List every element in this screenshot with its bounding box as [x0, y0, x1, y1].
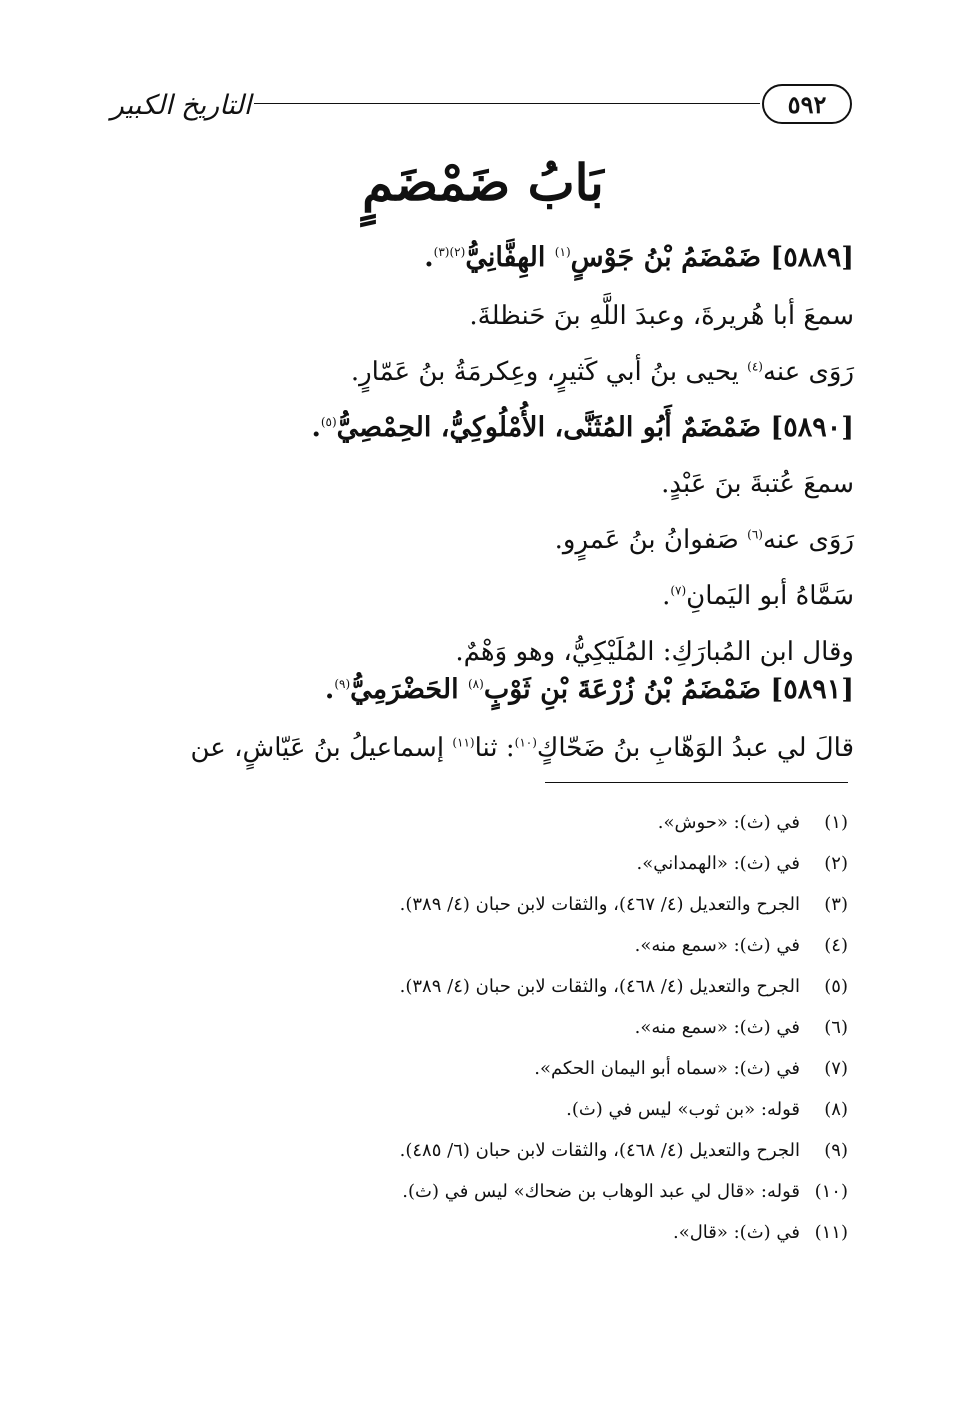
footnote-number: (٤) — [824, 935, 848, 956]
footnote-number: (٩) — [824, 1140, 848, 1161]
entry-name: ضَمْضَمُ بْنُ زُرْعَةَ بْنِ ثَوْبٍ — [483, 674, 762, 705]
footnote-ref: (١٠) — [514, 735, 537, 750]
footnote-text: قوله: «قال لي عبد الوهاب بن ضحاك» ليس في (ث). — [402, 1181, 800, 1202]
line-text: رَوَى عنه — [762, 525, 854, 555]
page-number: ٥٩٢ — [762, 84, 852, 124]
line-text: يحيى بنُ أبي كَثيرٍ، وعِكرمَةُ بنُ عَمّارٍ. — [350, 357, 748, 387]
line-text: إسماعيلُ بنُ عَيّاشٍ، عن — [190, 733, 453, 763]
footnote-number: (٢) — [824, 853, 848, 874]
footnote-separator — [545, 782, 848, 783]
footnote-number: (١٠) — [814, 1181, 848, 1202]
line-text: سَمَّاهُ أبو اليَمانِ — [686, 581, 854, 611]
footnote-ref: (٦) — [747, 527, 763, 542]
line-text: سمعَ أبا هُريرةَ، وعبدَ اللَّهِ بنَ حَنظلةَ. — [469, 301, 854, 331]
footnote-ref: (٨) — [467, 677, 484, 691]
footnote-text: في (ث): «قال». — [672, 1222, 800, 1243]
entry-number: [٥٨٩١] — [770, 674, 854, 705]
footnote — [200, 806, 848, 840]
text-line — [112, 290, 854, 342]
footnote-ref: (٥) — [320, 415, 337, 429]
entry-5891 — [112, 664, 854, 716]
line-end: . — [311, 412, 321, 443]
footnote-text: في (ث): «سماه أبو اليمان الحكم». — [534, 1058, 800, 1079]
footnote-number: (١) — [824, 812, 848, 833]
footnote — [200, 1134, 848, 1168]
line-text: . — [662, 581, 671, 611]
text-line — [112, 570, 854, 622]
footnote-ref: (٢)(٣) — [433, 245, 466, 259]
footnote-number: (٦) — [824, 1017, 848, 1038]
footnote-text: الجرح والتعديل (٤/ ٤٦٧)، والثقات لابن حبان (٤/ ٣٨٩). — [399, 894, 800, 915]
line-text: رَوَى عنه — [762, 357, 854, 387]
line-end: . — [324, 674, 335, 705]
footnote-ref: (٧) — [670, 583, 687, 598]
line-text: قالَ لي عبدُ الوَهّابِ بنُ ضَحّاكٍ — [536, 733, 854, 763]
footnote — [200, 1011, 848, 1045]
footnote-text: قوله: «بن ثوب» ليس في (ث). — [566, 1099, 800, 1120]
footnote-number: (٧) — [824, 1058, 848, 1079]
line-text: : ثنا — [474, 733, 515, 763]
footnote-number: (٥) — [824, 976, 848, 997]
text-line — [112, 514, 854, 566]
footnote-ref: (٤) — [747, 359, 763, 374]
footnote-text: الجرح والتعديل (٤/ ٤٦٨)، والثقات لابن حبان (٦/ ٤٨٥). — [399, 1140, 800, 1161]
footnote-ref: (٩) — [334, 677, 351, 691]
footnote-number: (٣) — [824, 894, 848, 915]
entry-nisba: الحَضْرَمِيُّ — [350, 674, 468, 705]
footnote — [200, 1052, 848, 1086]
footnote-text: في (ث): «سمع منه». — [634, 1017, 800, 1038]
footnote — [200, 1175, 848, 1209]
footnote — [200, 1216, 848, 1250]
entry-number: [٥٨٨٩] — [770, 242, 854, 273]
entry-nisba: الهِفَّانِيُّ — [465, 242, 555, 273]
footnote — [200, 929, 848, 963]
entry-number: [٥٨٩٠] — [770, 412, 854, 443]
footnote-text: في (ث): «حوش». — [657, 812, 800, 833]
footnote — [200, 970, 848, 1004]
footnote — [200, 888, 848, 922]
footnote-ref: (١١) — [452, 735, 475, 750]
footnote-number: (٨) — [824, 1099, 848, 1120]
entry-name: ضَمْضَمُ بْنُ جَوْسٍ — [570, 242, 762, 273]
chapter-title: بَابُ ضَمْضَمٍ — [362, 153, 604, 212]
footnote-text: في (ث): «الهمداني». — [636, 853, 800, 874]
footnote — [200, 847, 848, 881]
line-text: سمعَ عُتبةَ بنَ عَبْدٍ. — [661, 469, 854, 499]
header-rule — [254, 103, 760, 104]
line-text: صَفوانُ بنُ عَمرٍو. — [554, 525, 748, 555]
line-end: . — [424, 242, 434, 273]
running-title: التاريخ الكبير — [110, 90, 252, 121]
text-line — [112, 722, 854, 774]
footnote-text: في (ث): «سمع منه». — [634, 935, 800, 956]
footnote-ref: (١) — [554, 245, 571, 259]
footnote-text: الجرح والتعديل (٤/ ٤٦٨)، والثقات لابن حبان (٤/ ٣٨٩). — [399, 976, 800, 997]
text-line — [112, 458, 854, 510]
text-line — [112, 346, 854, 398]
entry-5890 — [112, 402, 854, 454]
footnote — [200, 1093, 848, 1127]
entry-name: ضَمْضَمٌ أَبُو المُثَنَّى، الأُمْلُوكِيُّ، الحِمْصِيُّ — [336, 412, 762, 443]
footnote-number: (١١) — [814, 1222, 848, 1243]
entry-5889 — [112, 232, 854, 284]
line-text: وقال ابن المُبارَكِ: المُلَيْكِيُّ، وهو وَهْمٌ. — [455, 637, 854, 667]
